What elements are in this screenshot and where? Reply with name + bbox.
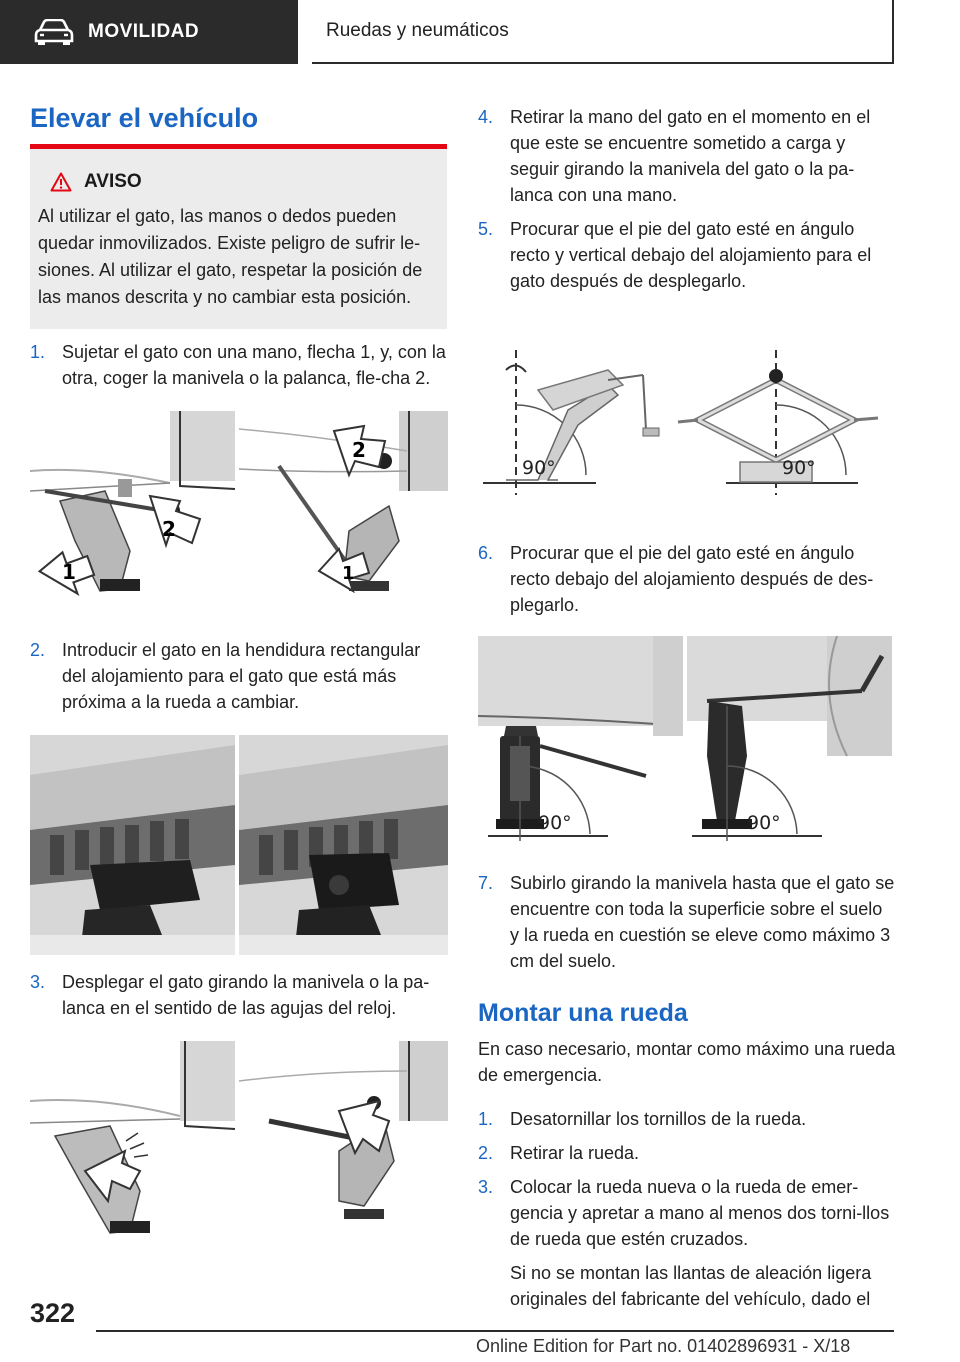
step-number: 3.: [30, 972, 46, 992]
warning-box: [30, 149, 447, 329]
figure-jack-insert: [30, 735, 448, 955]
step-7: [478, 870, 896, 974]
step-number: 3.: [478, 1177, 494, 1197]
step-text: Colocar la rueda nueva o la rueda de emer-gencia y apretar a mano al menos dos torni-llos de rueda que estén cruzados.: [510, 1177, 890, 1249]
jack-hold-illustration-left: [30, 411, 235, 603]
step-6: [478, 540, 896, 618]
note-text: Si no se montan las llantas de aleación ligera originales del fabricante del vehículo, dado el: [510, 1263, 872, 1309]
step-text: Procurar que el pie del gato esté en ángulo recto debajo del alojamiento después de des-plegarlo.: [510, 543, 874, 615]
step-number: 4.: [478, 107, 494, 127]
arrow-label: 1: [62, 560, 76, 584]
mount-step-2: [478, 1140, 896, 1166]
step-text: Procurar que el pie del gato esté en ángulo recto y vertical debajo del alojamiento para el gato después de desplegarlo.: [510, 219, 872, 291]
mount-step-1: [478, 1106, 896, 1132]
header-section-tab: [0, 0, 298, 64]
step-number: 1.: [30, 342, 46, 362]
jack-insert-photo-right: [239, 735, 448, 955]
jack-hold-illustration-right: [239, 411, 448, 603]
step-text: Subirlo girando la manivela hasta que el gato se encuentre con toda la superficie sobre el suelo y la rueda en cuestión se eleve como máximo 3 cm del suelo.: [510, 873, 895, 971]
step-text: Desatornillar los tornillos de la rueda.: [510, 1109, 807, 1129]
angle-label: 90°: [522, 457, 556, 479]
warning-label: AVISO: [84, 171, 142, 192]
step-number: 5.: [478, 219, 494, 239]
step-text: Introducir el gato en la hendidura rectangular del alojamiento para el gato que está más próxima a la rueda a cambiar.: [62, 640, 421, 712]
page-title: Elevar el vehículo: [30, 103, 259, 133]
figure-jack-unfold: [30, 1041, 448, 1241]
step-2: [30, 637, 448, 715]
arrow-label: 1: [342, 563, 355, 584]
figure-jack-placement: [478, 636, 892, 846]
warning-text: Al utilizar el gato, las manos o dedos pueden quedar inmovilizados. Existe peligro de sufrir le-siones. Al utilizar el gato, respetar la posición de las manos descrita y no cambiar esta posición.: [38, 206, 423, 307]
arrow-label: 2: [162, 517, 176, 541]
jack-placement-illustration-right: [687, 636, 892, 846]
header-chapter: [312, 0, 894, 64]
step-5: [478, 216, 896, 294]
left-column: [30, 100, 448, 1241]
figure-jack-angle: [478, 350, 896, 500]
step-text: Sujetar el gato con una mano, flecha 1, y, con la otra, coger la manivela o la palanca, fle-cha 2.: [62, 342, 446, 388]
angle-label: 90°: [747, 812, 781, 834]
step-1: [30, 339, 448, 391]
mount-note: [478, 1260, 896, 1312]
step-number: 6.: [478, 543, 494, 563]
section-label: MOVILIDAD: [88, 21, 200, 42]
step-4: [478, 104, 896, 208]
section-title: Montar una rueda: [478, 999, 688, 1027]
step-text: Retirar la rueda.: [510, 1143, 640, 1163]
jack-unfold-illustration-left: [30, 1041, 235, 1241]
step-number: 2.: [30, 640, 46, 660]
figure-jack-hold: [30, 411, 448, 603]
chapter-label: Ruedas y neumáticos: [326, 20, 509, 41]
step-number: 1.: [478, 1109, 494, 1129]
angle-label: 90°: [782, 457, 816, 479]
arrow-label: 2: [352, 438, 366, 462]
jack-unfold-illustration-right: [239, 1041, 448, 1241]
warning-triangle-icon: [50, 172, 72, 192]
step-3: [30, 969, 448, 1021]
mount-step-3: [478, 1174, 896, 1252]
right-column: [478, 104, 896, 1312]
page-number: 322: [30, 1298, 76, 1328]
jack-angle-diagram: [478, 350, 896, 500]
angle-label: 90°: [538, 812, 572, 834]
step-text: Desplegar el gato girando la manivela o la pa-lanca en el sentido de las agujas del reloj.: [62, 972, 430, 1018]
footer-rule: [96, 1330, 894, 1332]
section-intro: En caso necesario, montar como máximo una rueda de emergencia.: [478, 1039, 896, 1085]
jack-insert-photo-left: [30, 735, 235, 955]
step-number: 2.: [478, 1143, 494, 1163]
step-number: 7.: [478, 873, 494, 893]
car-icon: [34, 19, 74, 45]
jack-placement-illustration-left: [478, 636, 683, 846]
footer-edition: Online Edition for Part no. 01402896931 - X/18: [476, 1336, 851, 1356]
step-text: Retirar la mano del gato en el momento en el que este se encuentre sometido a carga y seguir girando la manivela del gato o la pa-lanca con una mano.: [510, 107, 871, 205]
